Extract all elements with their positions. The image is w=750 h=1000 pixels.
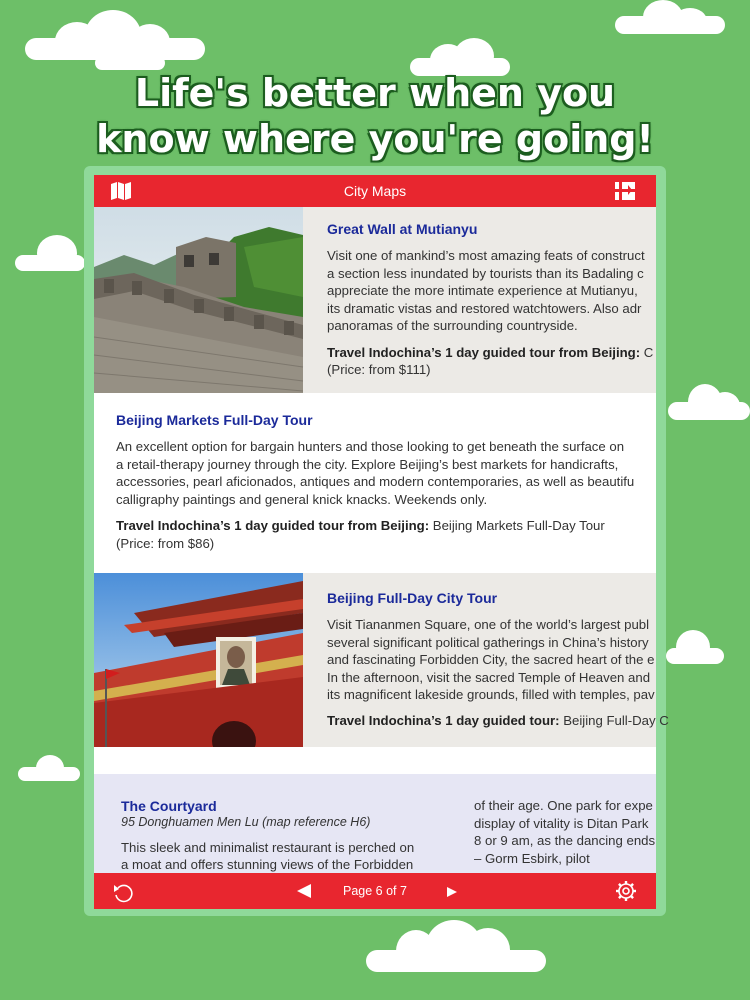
article-line: its magnificent lakeside grounds, filled with temples, pav	[327, 687, 655, 702]
tour-price: (Price: from $86)	[116, 535, 215, 551]
article-great-wall	[94, 207, 656, 393]
section-divider	[94, 747, 656, 774]
promo-headline	[0, 70, 750, 162]
tour-info: Travel Indochina’s 1 day guided tour from Beijing: C	[327, 344, 654, 360]
article-line: Visit one of mankind’s most amazing feats of construct	[327, 248, 645, 263]
article-title: The Courtyard	[121, 798, 217, 814]
prev-page-icon[interactable]	[296, 883, 312, 904]
cloud-decoration	[615, 0, 725, 34]
top-bar	[94, 175, 656, 207]
article-line: In the afternoon, visit the sacred Temple of Heaven and	[327, 669, 651, 685]
guide-content[interactable]	[94, 207, 669, 873]
article-city-tour	[94, 573, 669, 747]
tour-info: Travel Indochina’s 1 day guided tour from Beijing: Beijing Markets Full-Day Tour	[116, 518, 605, 533]
cloud-decoration	[366, 920, 546, 972]
bottom-bar	[94, 873, 656, 909]
article-line: of their age. One park for expe	[474, 798, 653, 813]
article-line: a moat and offers stunning views of the Forbidden	[121, 857, 414, 872]
cloud-decoration	[95, 44, 165, 70]
app-screen	[94, 175, 669, 909]
article-address: 95 Donghuamen Men Lu (map reference H6)	[121, 815, 371, 829]
article-line: 8 or 9 am, as the dancing ends	[474, 833, 656, 848]
tour-info: Travel Indochina’s 1 day guided tour: Beijing Full-Day C	[327, 712, 669, 728]
headline-line-2: know where you're going!	[96, 117, 654, 161]
article-line: its dramatic vistas and restored watchtowers. Also adr	[327, 300, 642, 316]
article-line: several significant political gatherings in China’s history	[327, 634, 649, 650]
cloud-decoration	[18, 755, 80, 781]
article-line: This sleek and minimalist restaurant is perched on	[121, 839, 415, 855]
page-indicator: Page 6 of 7	[343, 884, 407, 898]
article-title: Beijing Markets Full-Day Tour	[116, 412, 313, 428]
great-wall-photo	[94, 207, 303, 393]
cloud-decoration	[668, 380, 750, 420]
cloud-decoration	[666, 628, 724, 664]
article-line: display of vitality is Ditan Park	[474, 815, 649, 831]
article-line: – Gorm Esbirk, pilot	[474, 850, 590, 866]
great-wall-text	[327, 221, 653, 379]
article-title: Beijing Full-Day City Tour	[327, 590, 498, 606]
map-grid-icon[interactable]	[614, 181, 636, 206]
cloud-decoration	[15, 235, 85, 271]
tiananmen-photo	[94, 573, 303, 747]
article-the-courtyard	[94, 774, 656, 873]
page-title: City Maps	[343, 183, 407, 199]
next-page-icon[interactable]	[446, 885, 458, 903]
article-title: Great Wall at Mutianyu	[327, 221, 478, 237]
gear-icon[interactable]	[615, 880, 637, 907]
article-line: a retail-therapy journey through the city. Explore Beijing’s best markets for handicrafts,	[116, 456, 619, 472]
article-line: a section less inundated by tourists than its Badaling c	[327, 265, 644, 281]
article-beijing-markets	[94, 393, 656, 573]
article-line: and fascinating Forbidden City, the sacred heart of the e	[327, 652, 655, 667]
tour-price: (Price: from $111)	[327, 362, 431, 377]
article-line: appreciate the more intimate experience at Mutianyu,	[327, 283, 638, 298]
article-line: accessories, pearl aficionados, antiques and modern contemporaries, as well as beautifu	[116, 474, 635, 489]
article-line: An excellent option for bargain hunters and those looking to get beneath the surface on	[116, 439, 625, 454]
article-line: panoramas of the surrounding countryside.	[327, 318, 578, 333]
headline-line-1: Life's better when you	[134, 71, 616, 115]
article-line: calligraphy paintings and general knick knacks. Weekends only.	[116, 491, 488, 507]
article-line: Visit Tiananmen Square, one of the world’s largest publ	[327, 617, 650, 632]
